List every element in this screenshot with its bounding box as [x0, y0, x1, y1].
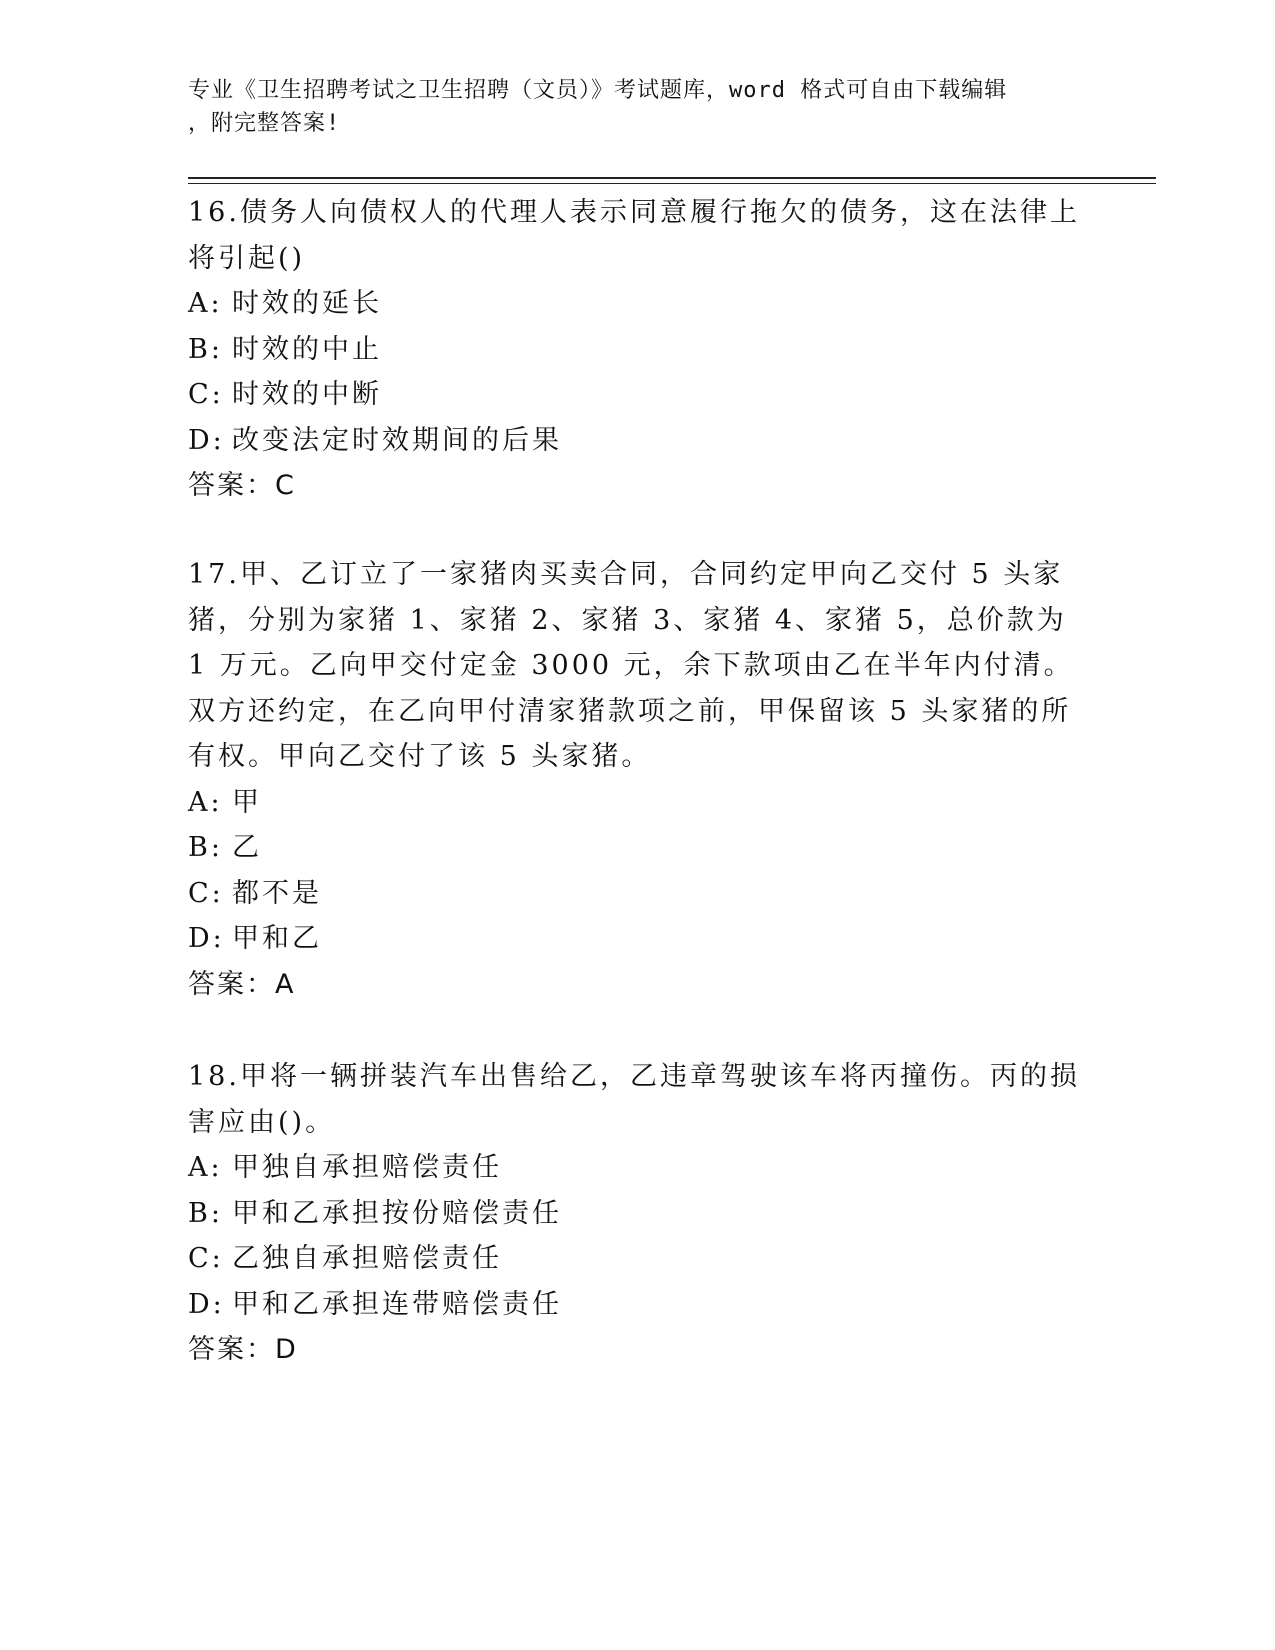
- answer-line: 答案：D: [188, 1334, 298, 1365]
- option-letter: C:: [188, 379, 224, 410]
- option-b: [188, 1191, 1088, 1237]
- answer-line: 答案：A: [188, 968, 296, 1000]
- option-letter: D:: [188, 1288, 225, 1320]
- question-18: [188, 1054, 1088, 1373]
- option-letter: C:: [188, 1243, 224, 1274]
- option-b: [188, 825, 1088, 871]
- question-stem: 16.债务人向债权人的代理人表示同意履行拖欠的债务，这在法律上将引起(): [188, 197, 1080, 274]
- option-text: 甲独自承担赔偿责任: [232, 1152, 502, 1183]
- option-letter: A:: [188, 288, 223, 319]
- option-c: [188, 1236, 1088, 1282]
- header-divider-thick: [188, 177, 1156, 179]
- header-line-2: ，附完整答案!: [188, 111, 341, 136]
- option-letter: D:: [188, 424, 225, 456]
- option-letter: B:: [188, 333, 223, 365]
- option-text: 甲和乙承担连带赔偿责任: [232, 1288, 562, 1320]
- question-17: [188, 552, 1088, 1007]
- document-header: [188, 74, 1068, 140]
- header-divider-thin: [188, 183, 1156, 184]
- answer-line: 答案：C: [188, 470, 296, 501]
- option-a: [188, 1145, 1088, 1191]
- option-text: 甲和乙: [232, 923, 322, 954]
- option-text: 甲: [232, 786, 262, 818]
- question-stem: 17.甲、乙订立了一家猪肉买卖合同，合同约定甲向乙交付 5 头家猪，分别为家猪 1、家猪 2、家猪 3、家猪 4、家猪 5，总价款为 1 万元。乙向甲交付定金 3000 元，余下款项由乙在半年内付清。双方还约定，在乙向甲付清家猪款项之前，甲保留该 5 头家猪的所有权。甲向乙交付了该 5 头家猪。: [188, 559, 1074, 772]
- option-text: 时效的中断: [232, 379, 382, 410]
- option-d: [188, 1282, 1088, 1328]
- option-text: 乙: [232, 832, 262, 863]
- header-line-1: 专业《卫生招聘考试之卫生招聘（文员）》考试题库，word 格式可自由下载编辑: [188, 78, 1008, 103]
- option-text: 都不是: [232, 877, 322, 909]
- option-letter: B:: [188, 1197, 223, 1229]
- option-b: [188, 327, 1088, 373]
- option-letter: B:: [188, 832, 223, 863]
- option-d: [188, 418, 1088, 464]
- option-letter: C:: [188, 877, 224, 909]
- option-letter: A:: [188, 1152, 223, 1183]
- option-c: [188, 871, 1088, 917]
- question-16: [188, 190, 1088, 509]
- option-c: [188, 372, 1088, 418]
- option-d: [188, 916, 1088, 962]
- option-text: 乙独自承担赔偿责任: [232, 1243, 502, 1274]
- option-letter: A:: [188, 786, 223, 818]
- option-a: [188, 780, 1088, 826]
- question-stem: 18.甲将一辆拼装汽车出售给乙，乙违章驾驶该车将丙撞伤。丙的损害应由()。: [188, 1061, 1080, 1138]
- option-a: [188, 281, 1088, 327]
- option-text: 改变法定时效期间的后果: [232, 424, 562, 456]
- option-text: 时效的延长: [232, 288, 382, 319]
- option-text: 时效的中止: [232, 333, 382, 365]
- option-letter: D:: [188, 923, 225, 954]
- option-text: 甲和乙承担按份赔偿责任: [232, 1197, 562, 1229]
